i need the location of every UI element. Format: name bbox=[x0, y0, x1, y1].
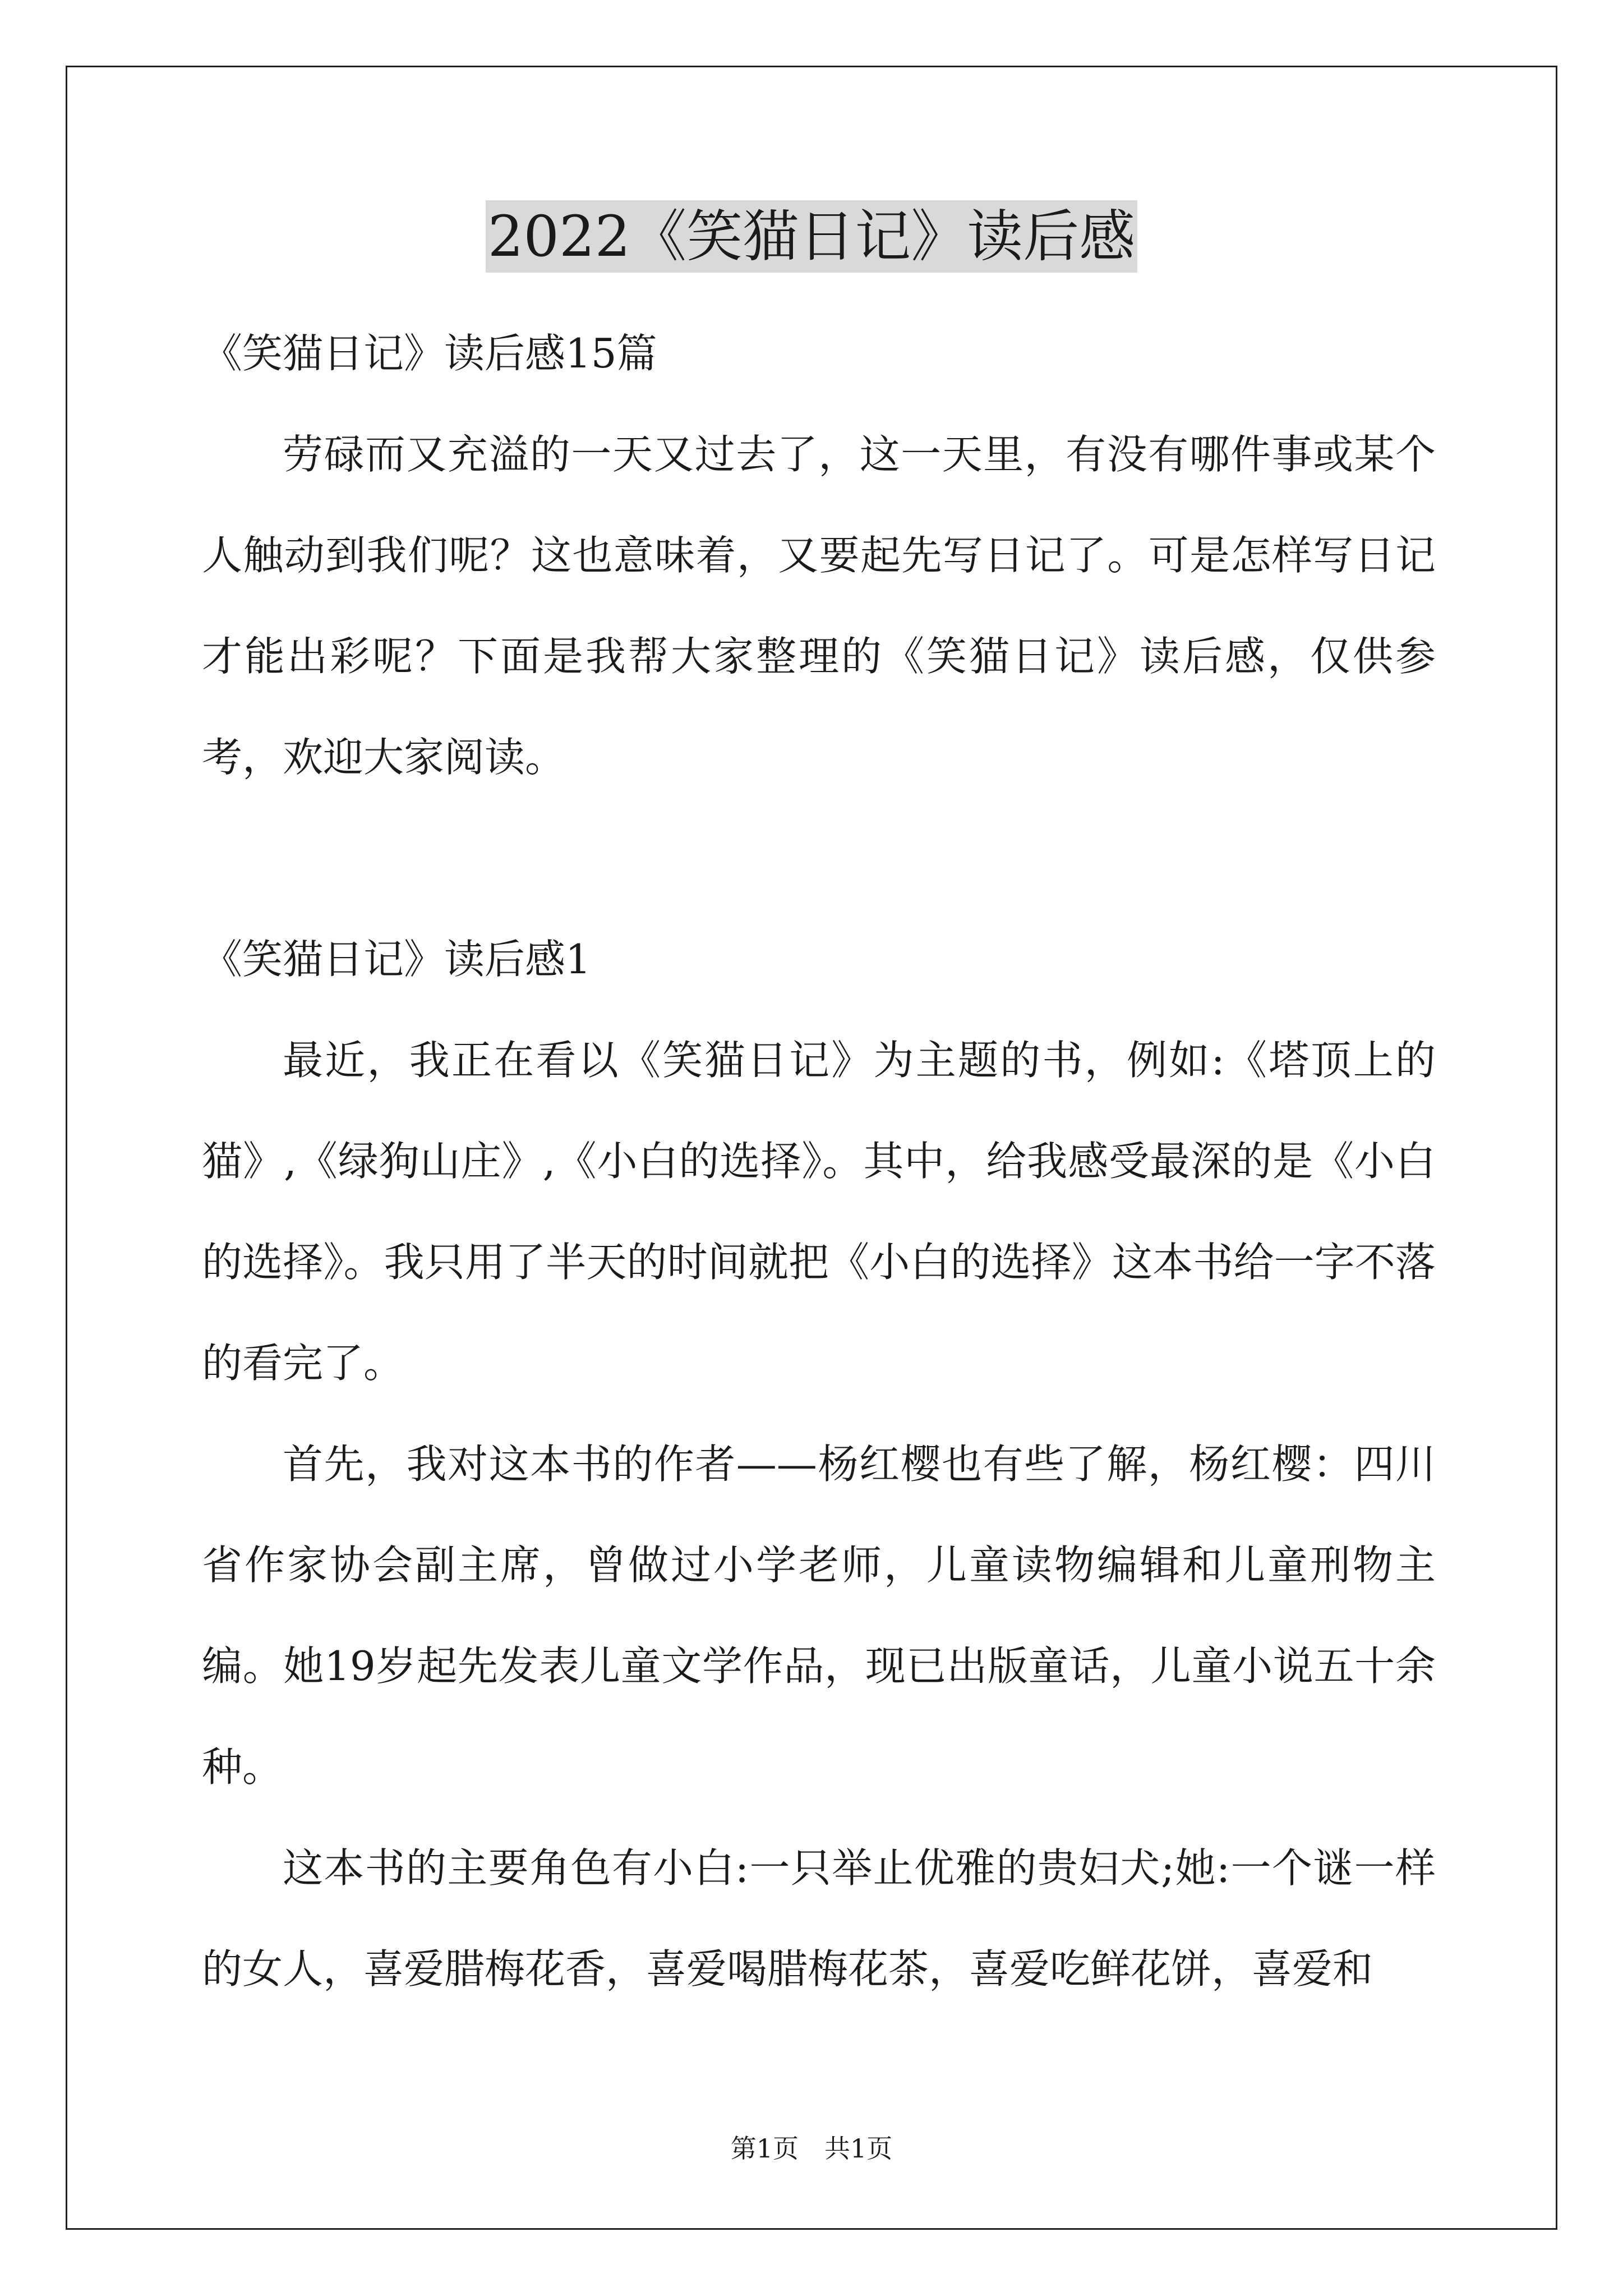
document-body bbox=[202, 303, 1436, 2019]
document-title-text: 2022《笑猫日记》读后感 bbox=[486, 200, 1138, 273]
document-title bbox=[0, 203, 1623, 270]
body-paragraph: 首先，我对这本书的作者——杨红樱也有些了解，杨红樱：四川省作家协会副主席，曾做过小学老师，儿童读物编辑和儿童刑物主编。她19岁起先发表儿童文学作品，现已出版童话，儿童小说五十余种。 bbox=[202, 1441, 1436, 1791]
document-subtitle: 《笑猫日记》读后感15篇 bbox=[202, 330, 657, 377]
intro-paragraph: 劳碌而又充溢的一天又过去了，这一天里，有没有哪件事或某个人触动到我们呢？这也意味着，又要起先写日记了。可是怎样写日记才能出彩呢？下面是我帮大家整理的《笑猫日记》读后感，仅供参考，欢迎大家阅读。 bbox=[202, 431, 1436, 781]
body-paragraph: 这本书的主要角色有小白:一只举止优雅的贵妇犬;她:一个谜一样的女人，喜爱腊梅花香，喜爱喝腊梅花茶，喜爱吃鲜花饼，喜爱和 bbox=[202, 1844, 1436, 1993]
body-paragraph: 最近，我正在看以《笑猫日记》为主题的书，例如:《塔顶上的猫》,《绿狗山庄》,《小白的选择》。其中，给我感受最深的是《小白的选择》。我只用了半天的时间就把《小白的选择》这本书给一字不落的看完了。 bbox=[202, 1037, 1436, 1387]
section-spacer bbox=[202, 808, 1436, 909]
section-heading: 《笑猫日记》读后感1 bbox=[202, 936, 591, 983]
page-footer: 第1页 共1页 bbox=[730, 2133, 893, 2164]
